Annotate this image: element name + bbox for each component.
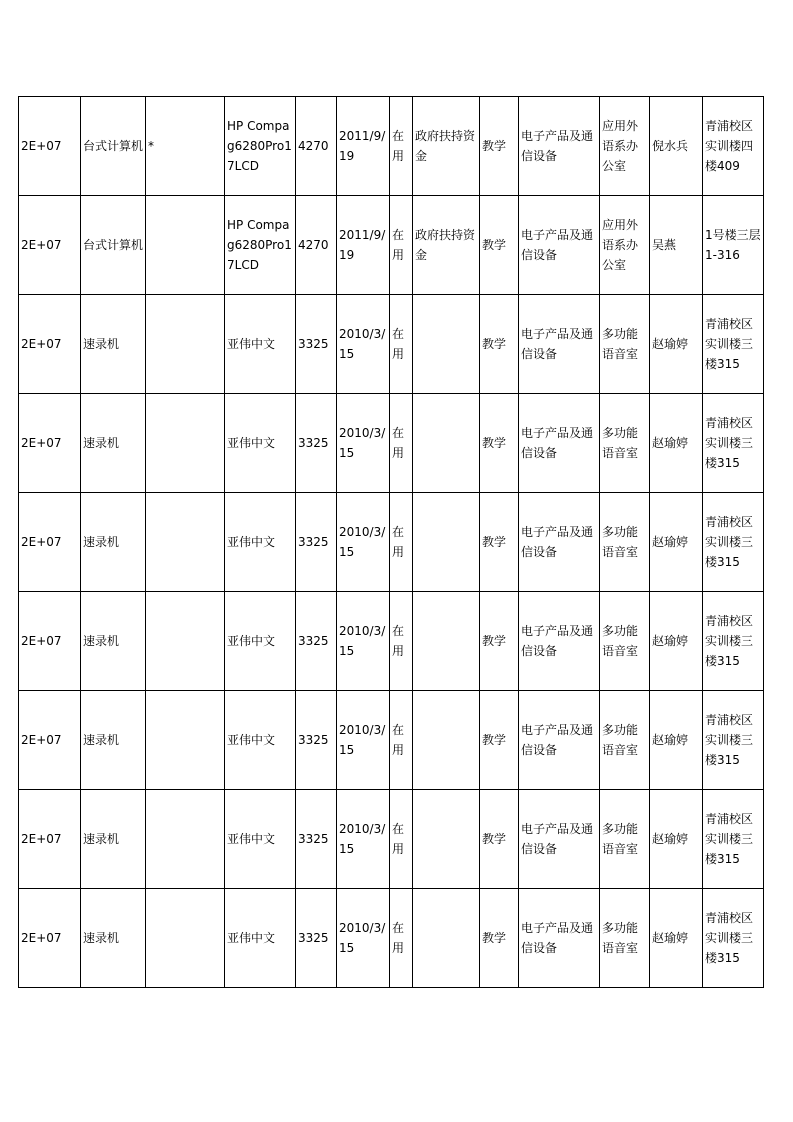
purchase-date-cell: 2010/3/15 — [337, 394, 390, 493]
purchase-date-cell: 2010/3/15 — [337, 790, 390, 889]
usage-cell: 教学 — [480, 592, 519, 691]
asset-name-cell: 速录机 — [81, 295, 146, 394]
department-cell: 应用外语系办公室 — [600, 97, 650, 196]
price-cell: 3325 — [296, 592, 337, 691]
table-row — [19, 196, 764, 295]
status-cell: 在用 — [390, 295, 413, 394]
mark-cell — [146, 196, 225, 295]
location-cell: 青浦校区实训楼三楼315 — [703, 790, 764, 889]
keeper-cell: 赵瑜婷 — [650, 295, 703, 394]
department-cell: 应用外语系办公室 — [600, 196, 650, 295]
category-cell: 电子产品及通信设备 — [519, 691, 600, 790]
model-cell: 亚伟中文 — [225, 592, 296, 691]
purchase-date-cell: 2010/3/15 — [337, 295, 390, 394]
purchase-date-cell: 2011/9/19 — [337, 196, 390, 295]
asset-name-cell: 速录机 — [81, 691, 146, 790]
department-cell: 多功能语音室 — [600, 295, 650, 394]
table-row — [19, 97, 764, 196]
mark-cell — [146, 889, 225, 988]
price-cell: 3325 — [296, 493, 337, 592]
status-cell: 在用 — [390, 790, 413, 889]
keeper-cell: 赵瑜婷 — [650, 394, 703, 493]
keeper-cell: 吴燕 — [650, 196, 703, 295]
usage-cell: 教学 — [480, 790, 519, 889]
category-cell: 电子产品及通信设备 — [519, 493, 600, 592]
department-cell: 多功能语音室 — [600, 592, 650, 691]
usage-cell: 教学 — [480, 493, 519, 592]
model-cell: 亚伟中文 — [225, 889, 296, 988]
mark-cell — [146, 790, 225, 889]
department-cell: 多功能语音室 — [600, 691, 650, 790]
asset-id-cell: 2E+07 — [19, 97, 81, 196]
table-row — [19, 295, 764, 394]
mark-cell — [146, 691, 225, 790]
model-cell: HP Compag6280Pro17LCD — [225, 196, 296, 295]
asset-name-cell: 台式计算机 — [81, 97, 146, 196]
fund-source-cell — [413, 295, 480, 394]
asset-id-cell: 2E+07 — [19, 196, 81, 295]
model-cell: 亚伟中文 — [225, 394, 296, 493]
fund-source-cell — [413, 889, 480, 988]
category-cell: 电子产品及通信设备 — [519, 196, 600, 295]
model-cell: 亚伟中文 — [225, 295, 296, 394]
price-cell: 3325 — [296, 790, 337, 889]
usage-cell: 教学 — [480, 97, 519, 196]
department-cell: 多功能语音室 — [600, 394, 650, 493]
model-cell: HP Compag6280Pro17LCD — [225, 97, 296, 196]
asset-table — [18, 96, 764, 988]
table-row — [19, 394, 764, 493]
status-cell: 在用 — [390, 493, 413, 592]
category-cell: 电子产品及通信设备 — [519, 97, 600, 196]
asset-id-cell: 2E+07 — [19, 295, 81, 394]
status-cell: 在用 — [390, 592, 413, 691]
category-cell: 电子产品及通信设备 — [519, 889, 600, 988]
usage-cell: 教学 — [480, 691, 519, 790]
usage-cell: 教学 — [480, 196, 519, 295]
mark-cell — [146, 394, 225, 493]
keeper-cell: 赵瑜婷 — [650, 889, 703, 988]
price-cell: 3325 — [296, 691, 337, 790]
asset-id-cell: 2E+07 — [19, 493, 81, 592]
model-cell: 亚伟中文 — [225, 691, 296, 790]
price-cell: 4270 — [296, 196, 337, 295]
table-row — [19, 691, 764, 790]
mark-cell — [146, 295, 225, 394]
keeper-cell: 赵瑜婷 — [650, 592, 703, 691]
keeper-cell: 赵瑜婷 — [650, 493, 703, 592]
usage-cell: 教学 — [480, 295, 519, 394]
table-row — [19, 592, 764, 691]
status-cell: 在用 — [390, 394, 413, 493]
model-cell: 亚伟中文 — [225, 493, 296, 592]
location-cell: 青浦校区实训楼三楼315 — [703, 592, 764, 691]
usage-cell: 教学 — [480, 889, 519, 988]
table-row — [19, 790, 764, 889]
mark-cell — [146, 493, 225, 592]
fund-source-cell — [413, 592, 480, 691]
category-cell: 电子产品及通信设备 — [519, 592, 600, 691]
department-cell: 多功能语音室 — [600, 790, 650, 889]
status-cell: 在用 — [390, 691, 413, 790]
keeper-cell: 赵瑜婷 — [650, 691, 703, 790]
purchase-date-cell: 2010/3/15 — [337, 889, 390, 988]
keeper-cell: 倪水兵 — [650, 97, 703, 196]
location-cell: 青浦校区实训楼三楼315 — [703, 889, 764, 988]
usage-cell: 教学 — [480, 394, 519, 493]
keeper-cell: 赵瑜婷 — [650, 790, 703, 889]
status-cell: 在用 — [390, 196, 413, 295]
status-cell: 在用 — [390, 97, 413, 196]
asset-id-cell: 2E+07 — [19, 592, 81, 691]
asset-name-cell: 速录机 — [81, 493, 146, 592]
asset-id-cell: 2E+07 — [19, 691, 81, 790]
asset-name-cell: 速录机 — [81, 394, 146, 493]
table-row — [19, 493, 764, 592]
fund-source-cell: 政府扶持资金 — [413, 196, 480, 295]
mark-cell — [146, 592, 225, 691]
category-cell: 电子产品及通信设备 — [519, 790, 600, 889]
fund-source-cell — [413, 394, 480, 493]
location-cell: 1号楼三层1-316 — [703, 196, 764, 295]
asset-name-cell: 台式计算机 — [81, 196, 146, 295]
fund-source-cell — [413, 691, 480, 790]
category-cell: 电子产品及通信设备 — [519, 394, 600, 493]
fund-source-cell — [413, 790, 480, 889]
asset-name-cell: 速录机 — [81, 790, 146, 889]
price-cell: 3325 — [296, 889, 337, 988]
purchase-date-cell: 2011/9/19 — [337, 97, 390, 196]
asset-id-cell: 2E+07 — [19, 790, 81, 889]
department-cell: 多功能语音室 — [600, 889, 650, 988]
department-cell: 多功能语音室 — [600, 493, 650, 592]
fund-source-cell — [413, 493, 480, 592]
price-cell: 3325 — [296, 394, 337, 493]
purchase-date-cell: 2010/3/15 — [337, 691, 390, 790]
mark-cell: * — [146, 97, 225, 196]
price-cell: 4270 — [296, 97, 337, 196]
asset-name-cell: 速录机 — [81, 889, 146, 988]
purchase-date-cell: 2010/3/15 — [337, 493, 390, 592]
asset-name-cell: 速录机 — [81, 592, 146, 691]
location-cell: 青浦校区实训楼三楼315 — [703, 295, 764, 394]
model-cell: 亚伟中文 — [225, 790, 296, 889]
location-cell: 青浦校区实训楼三楼315 — [703, 691, 764, 790]
fund-source-cell: 政府扶持资金 — [413, 97, 480, 196]
location-cell: 青浦校区实训楼四楼409 — [703, 97, 764, 196]
table-row — [19, 889, 764, 988]
status-cell: 在用 — [390, 889, 413, 988]
price-cell: 3325 — [296, 295, 337, 394]
asset-id-cell: 2E+07 — [19, 394, 81, 493]
asset-id-cell: 2E+07 — [19, 889, 81, 988]
category-cell: 电子产品及通信设备 — [519, 295, 600, 394]
location-cell: 青浦校区实训楼三楼315 — [703, 493, 764, 592]
location-cell: 青浦校区实训楼三楼315 — [703, 394, 764, 493]
purchase-date-cell: 2010/3/15 — [337, 592, 390, 691]
